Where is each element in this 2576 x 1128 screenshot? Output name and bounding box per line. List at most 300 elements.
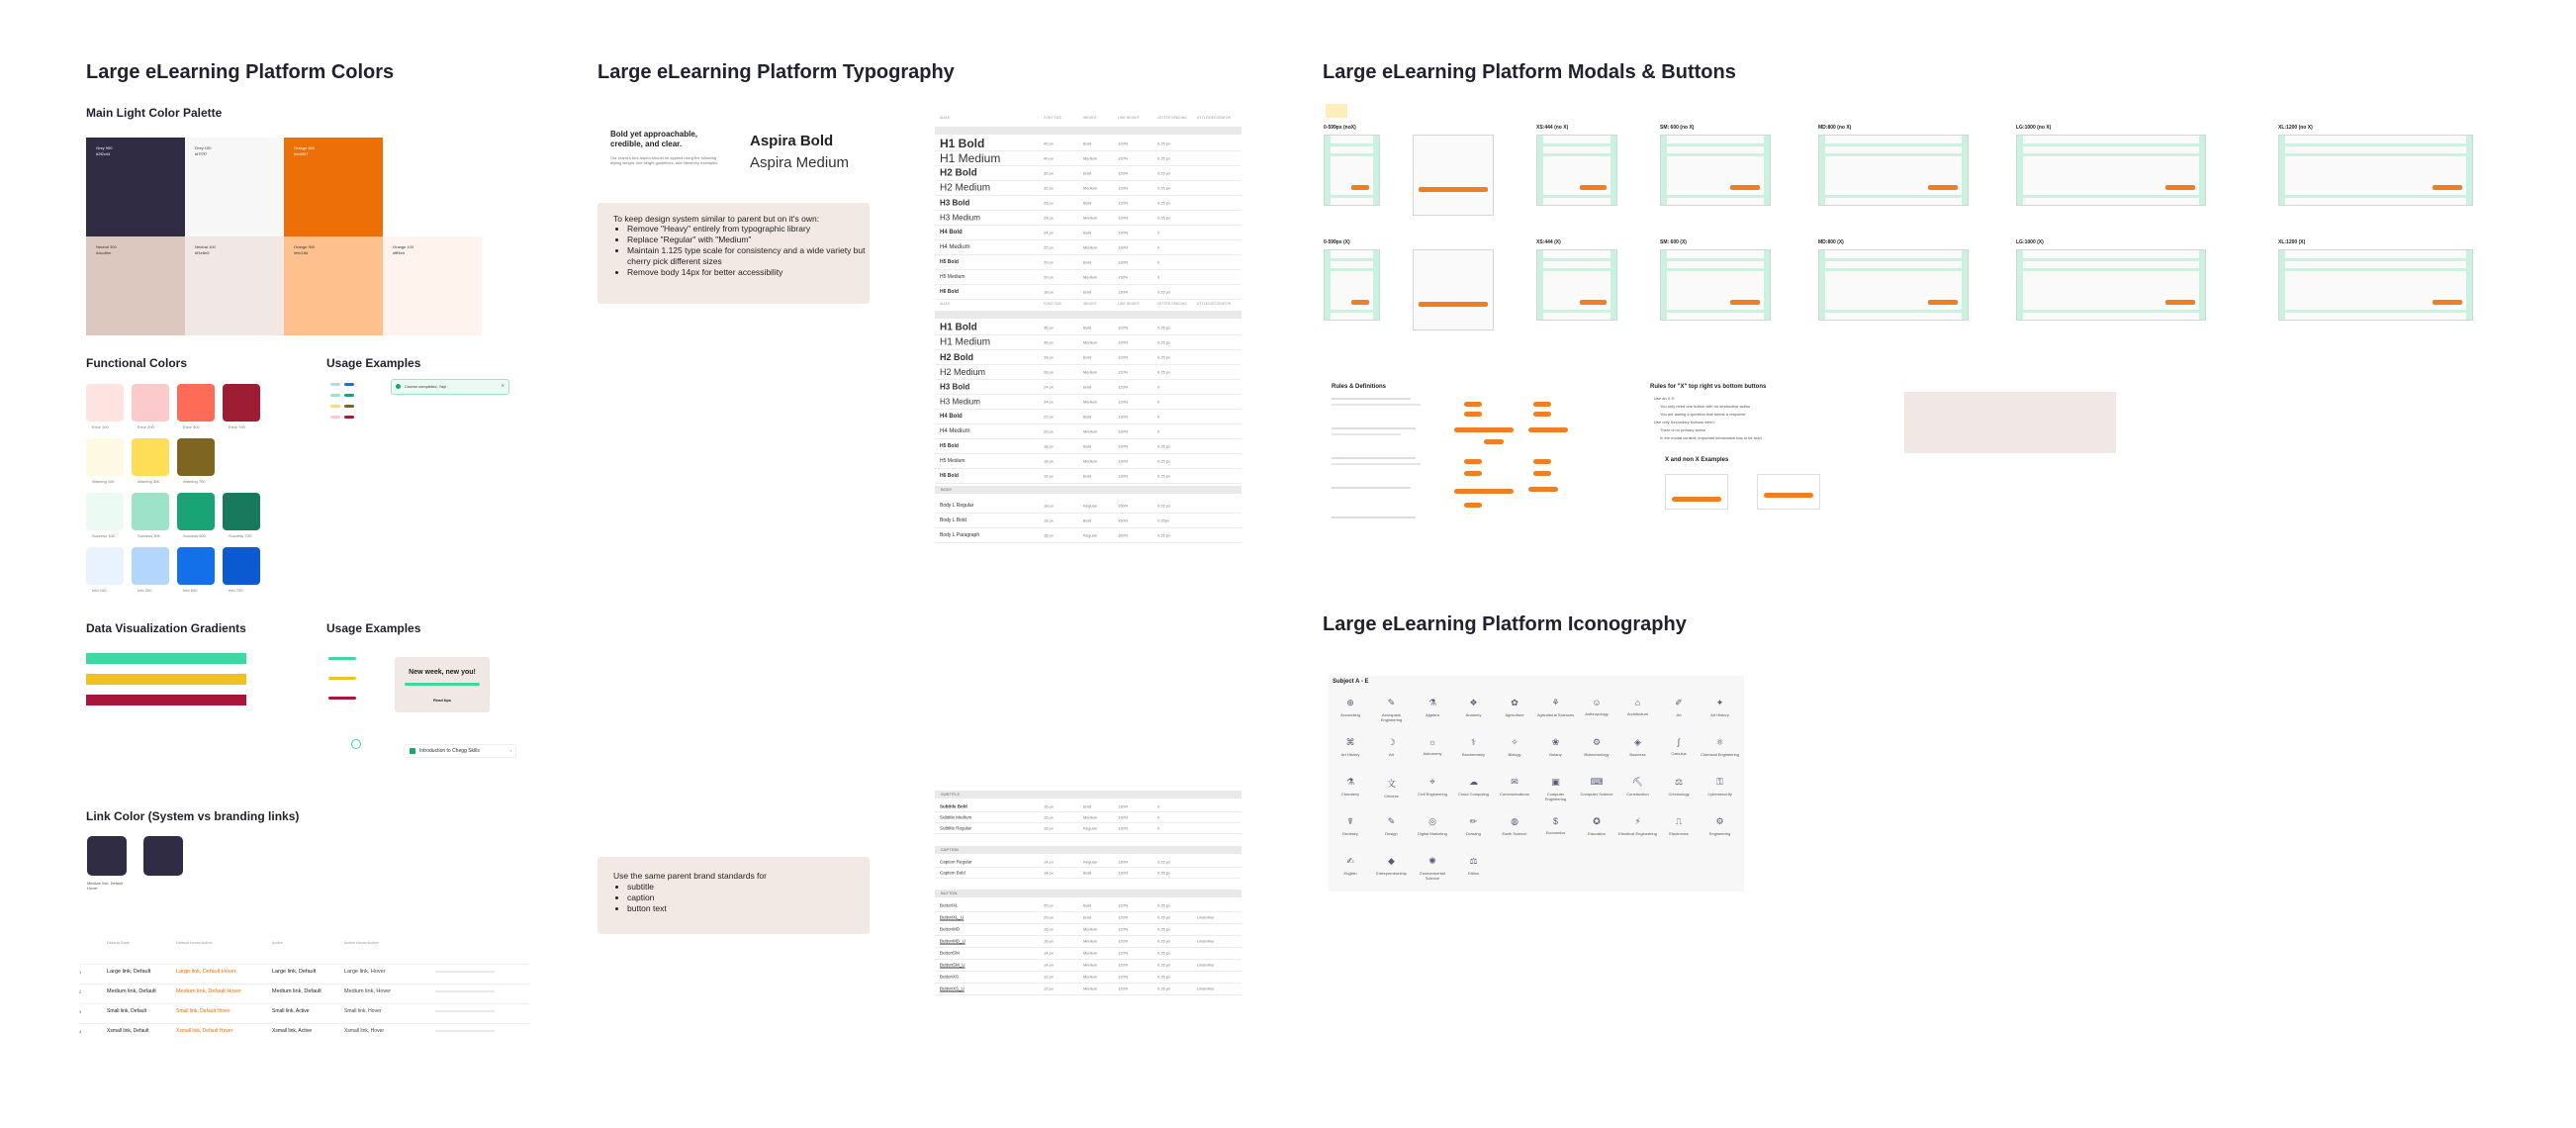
icon-label: Agricultural Sciences xyxy=(1536,712,1575,717)
body-section-label: BODY xyxy=(941,487,953,492)
icon-label: Cloud Computing xyxy=(1458,792,1489,797)
grid-col xyxy=(2466,250,2472,320)
icon-cell[interactable] xyxy=(1618,692,1658,727)
functional-swatch-label: Error 100 xyxy=(92,424,109,429)
type-cell: Bold xyxy=(1083,259,1092,264)
art-history-icon: ⌘ xyxy=(1345,737,1355,747)
type-cell: Medium xyxy=(1083,399,1098,404)
grid-col xyxy=(2279,250,2285,320)
icon-label: Biochemistry xyxy=(1462,752,1485,757)
icon-cell[interactable] xyxy=(1331,771,1370,806)
example-button[interactable] xyxy=(1464,503,1482,508)
type-cell: Regular xyxy=(1083,859,1098,864)
close-icon[interactable]: ✕ xyxy=(501,383,505,388)
icon-cell[interactable] xyxy=(1413,731,1452,767)
icon-cell[interactable] xyxy=(1331,731,1370,767)
grid-band xyxy=(1661,310,1770,313)
link-row-index: 1 xyxy=(79,970,82,975)
grid-band xyxy=(2017,258,2205,261)
chemical-engineering-icon: ⚛ xyxy=(1715,737,1724,747)
icon-cell[interactable] xyxy=(1372,692,1412,727)
type-cell: 18 px xyxy=(1044,503,1054,508)
type-cell: Medium xyxy=(1083,974,1098,980)
link-row-meta xyxy=(435,1030,495,1032)
type-cell: 36 px xyxy=(1044,339,1054,344)
note-item: • Maintain 1.125 type scale for consistency and a wide variety but cherry pick different sizes xyxy=(627,245,873,267)
type-alias: Body L Paragraph xyxy=(940,531,980,538)
grid-col xyxy=(2466,136,2472,205)
modal-primary-button[interactable] xyxy=(2433,185,2462,190)
type-cell: 24 px xyxy=(1044,384,1054,389)
icon-cell[interactable] xyxy=(1413,771,1452,806)
icon-cell[interactable] xyxy=(1495,731,1534,767)
type-cell: 0.25 px xyxy=(1157,458,1171,463)
modal-primary-button[interactable] xyxy=(1730,300,1760,305)
type-cell: Bold xyxy=(1083,902,1092,908)
type-alias: H3 Medium xyxy=(940,397,980,406)
example-button[interactable] xyxy=(1533,471,1551,476)
example-button[interactable] xyxy=(1528,487,1558,492)
type-cell: Medium xyxy=(1083,962,1098,968)
type-cell: 12 px xyxy=(1044,986,1054,991)
type-cell: 12 px xyxy=(1044,974,1054,980)
type-cell: Bold xyxy=(1083,141,1092,145)
grid-band xyxy=(1325,258,1379,261)
type-table-header: LINE HEIGHT xyxy=(1118,116,1140,120)
type-alias: H4 Medium xyxy=(940,427,970,434)
icon-cell[interactable] xyxy=(1495,692,1534,727)
icon-cell[interactable] xyxy=(1454,810,1494,846)
icon-cell[interactable] xyxy=(1413,692,1452,727)
icon-cell[interactable] xyxy=(1659,692,1699,727)
link-sample[interactable]: Medium link, Hover xyxy=(344,988,392,994)
type-cell: Medium xyxy=(1083,950,1098,956)
functional-swatch-label: Info 100 xyxy=(92,588,107,593)
type-alias: ButtonMD xyxy=(940,926,961,932)
modal-primary-button[interactable] xyxy=(1419,302,1488,307)
grid-band xyxy=(2279,195,2472,198)
type-table-header: LETTER SPACING xyxy=(1157,116,1187,120)
gradient-bar xyxy=(86,653,246,664)
palette-swatch-hex: #fff4ed xyxy=(393,250,406,255)
icon-label: Accounting xyxy=(1340,712,1360,717)
palette-swatch-hex: #2f2c44 xyxy=(96,151,111,156)
icon-cell[interactable] xyxy=(1536,692,1576,727)
link-sample[interactable]: Medium link, Default Hover xyxy=(176,988,242,994)
breakpoint-label: SM: 600 (X) xyxy=(1660,239,1687,245)
type-cell: 0.25 px xyxy=(1157,200,1171,205)
functional-swatch xyxy=(86,493,124,530)
icon-cell[interactable] xyxy=(1618,771,1658,806)
icon-cell[interactable] xyxy=(1577,810,1616,846)
grid-col xyxy=(1764,250,1770,320)
example-button[interactable] xyxy=(1464,471,1482,476)
type-row xyxy=(935,468,1242,484)
link-sample[interactable]: Large link, Default xyxy=(272,969,317,975)
type-cell: 0.25 px xyxy=(1157,339,1171,344)
type-cell: 32 px xyxy=(1044,185,1054,190)
breakpoint-label: XS:444 (X) xyxy=(1536,239,1561,245)
icon-cell[interactable] xyxy=(1454,771,1494,806)
type-cell: Medium xyxy=(1083,458,1098,463)
modal-row-X xyxy=(1324,239,2540,338)
palette-swatch-name: Orange 100 xyxy=(393,244,414,249)
icon-label: Criminology xyxy=(1668,792,1690,797)
functional-swatch-label: Error 400 xyxy=(183,424,200,429)
icon-cell[interactable] xyxy=(1701,771,1740,806)
type-cell: 120% xyxy=(1118,914,1129,920)
type-section-bar xyxy=(935,890,1242,897)
type-alias: H2 Medium xyxy=(940,182,991,193)
icon-cell[interactable] xyxy=(1659,771,1699,806)
icon-cell[interactable] xyxy=(1536,771,1576,806)
pill-success xyxy=(330,394,340,397)
art-history-icon: ✦ xyxy=(1715,698,1724,707)
type-table-header: STYLE/DECORATOR xyxy=(1197,116,1232,120)
type-row xyxy=(935,150,1242,166)
art-icon: ☽ xyxy=(1387,737,1396,747)
icon-label: Ethics xyxy=(1468,871,1479,876)
example-button[interactable] xyxy=(1533,412,1551,417)
modal-thumb xyxy=(1536,135,1617,206)
icon-label: Art xyxy=(1388,752,1395,757)
grid-col xyxy=(1819,136,1825,205)
type-cell: 20 px xyxy=(1044,274,1054,279)
type-cell: Bold xyxy=(1083,914,1092,920)
grid-band xyxy=(2279,153,2472,156)
grid-col xyxy=(1373,250,1379,320)
font-bold-sample: Aspira Bold xyxy=(750,133,834,149)
type-row xyxy=(935,349,1242,365)
type-alias: Caption Bold xyxy=(940,870,966,875)
icon-cell[interactable] xyxy=(1331,810,1370,846)
icon-cell[interactable] xyxy=(1413,810,1452,846)
rules-title: Rules & Definitions xyxy=(1332,384,1387,390)
icon-cell[interactable] xyxy=(1659,731,1699,767)
icon-cell[interactable] xyxy=(1577,731,1616,767)
icon-cell[interactable] xyxy=(1618,731,1658,767)
type-cell: 0.25 px xyxy=(1157,926,1171,932)
icon-cell[interactable] xyxy=(1331,850,1370,886)
pill-info xyxy=(330,383,340,386)
icon-cell[interactable] xyxy=(1372,731,1412,767)
link-sample[interactable]: Xsmall link, Default Hover xyxy=(176,1028,233,1034)
type-cell: Regular xyxy=(1083,532,1098,537)
icon-cell[interactable] xyxy=(1577,692,1616,727)
agricultural-sciences-icon: ⚘ xyxy=(1551,698,1560,707)
icon-label: Chemical Engineering xyxy=(1700,752,1740,757)
type-cell: 120% xyxy=(1118,185,1129,190)
link-sample[interactable]: Large link, Default xyxy=(107,969,151,975)
modal-primary-button[interactable] xyxy=(1351,300,1369,305)
example-button[interactable] xyxy=(1454,489,1514,494)
type-section-label: CAPTION xyxy=(941,847,959,852)
icon-cell[interactable] xyxy=(1372,850,1412,886)
modal-primary-button[interactable] xyxy=(2433,300,2462,305)
grid-col xyxy=(2199,250,2205,320)
biotechnology-icon: ⚙ xyxy=(1592,737,1602,747)
type-cell: 24 px xyxy=(1044,399,1054,404)
icon-cell[interactable] xyxy=(1454,850,1494,886)
icon-label: Botany xyxy=(1549,752,1562,757)
icon-label: Drawing xyxy=(1466,831,1481,836)
environmental-science-icon: ✺ xyxy=(1428,856,1436,866)
icon-subject-title: Subject A - E xyxy=(1333,679,1369,685)
palette-swatch xyxy=(284,236,383,335)
type-row xyxy=(935,225,1242,240)
example-button[interactable] xyxy=(1533,459,1551,464)
x-examples-title: X and non X Examples xyxy=(1665,457,1729,463)
course-chip-label: Introduction to Chegg Skills xyxy=(419,748,480,754)
type-cell: Bold xyxy=(1083,289,1092,294)
icon-cell[interactable] xyxy=(1536,810,1576,846)
link-sample[interactable]: Large link, Default Hover xyxy=(176,969,236,975)
rules-x-title: Rules for "X" top right vs bottom buttons xyxy=(1650,384,1767,390)
note-item: • Replace "Regular" with "Medium" xyxy=(627,235,873,245)
link-sample[interactable]: Small link, Hover xyxy=(344,1008,382,1014)
modal-primary-button[interactable] xyxy=(1730,185,1760,190)
example-button[interactable] xyxy=(1484,439,1504,444)
type-cell: 130% xyxy=(1118,814,1129,819)
type-cell: 120% xyxy=(1118,141,1129,145)
functional-swatch-label: Info 600 xyxy=(183,588,198,593)
modal-primary-button[interactable] xyxy=(1580,185,1607,190)
icon-cell[interactable] xyxy=(1618,810,1658,846)
type-section-bar xyxy=(935,486,1242,494)
check-icon xyxy=(396,384,401,389)
link-row-index: 4 xyxy=(79,1029,82,1034)
example-button[interactable] xyxy=(1464,459,1482,464)
type-section-label: BUTTON xyxy=(941,891,958,895)
type-deco: Underline xyxy=(1197,914,1215,920)
education-icon: ✪ xyxy=(1593,816,1601,826)
link-sample[interactable]: Medium link, Default xyxy=(107,988,156,994)
modal-primary-button[interactable] xyxy=(1580,300,1607,305)
type-row xyxy=(935,180,1242,196)
link-sample[interactable]: Large link, Hover xyxy=(344,969,386,975)
communications-icon: ✉ xyxy=(1511,777,1518,787)
computer-science-icon: ⌨ xyxy=(1590,777,1604,787)
modal-primary-button[interactable] xyxy=(1419,187,1488,192)
pill-warning-dark xyxy=(344,405,354,408)
type-row xyxy=(935,409,1242,424)
calculus-icon: ∫ xyxy=(1677,737,1681,747)
typography-note-2 xyxy=(598,857,870,934)
modal-primary-button[interactable] xyxy=(1928,300,1958,305)
grid-band xyxy=(1819,258,1968,261)
usage-examples-2-title: Usage Examples xyxy=(326,621,421,635)
type-section-bar xyxy=(935,127,1242,135)
icon-cell[interactable] xyxy=(1495,810,1534,846)
loading-ring-icon xyxy=(351,739,361,749)
type-cell: 14 px xyxy=(1044,950,1054,956)
type-cell: 0.25 px xyxy=(1157,902,1171,908)
type-cell: 0.25 px xyxy=(1157,443,1171,448)
type-cell: 0 xyxy=(1157,428,1160,433)
link-sample[interactable]: Small link, Default xyxy=(107,1008,147,1014)
modal-primary-button[interactable] xyxy=(1351,185,1369,190)
type-cell: 36 px xyxy=(1044,325,1054,329)
icon-cell[interactable] xyxy=(1331,692,1370,727)
grid-col xyxy=(1661,136,1667,205)
type-cell: 130% xyxy=(1118,414,1129,419)
icon-label: Electronics xyxy=(1669,831,1689,836)
icon-label: Education xyxy=(1588,831,1606,836)
type-alias: ButtonSM xyxy=(940,950,960,956)
icon-label: Art History xyxy=(1340,752,1360,757)
example-button[interactable] xyxy=(1464,412,1482,417)
type-cell: 130% xyxy=(1118,230,1129,235)
icon-cell[interactable] xyxy=(1659,810,1699,846)
type-cell: 0 xyxy=(1157,399,1160,404)
icon-label: Algebra xyxy=(1426,712,1439,717)
type-cell: Medium xyxy=(1083,986,1098,991)
type-cell: Medium xyxy=(1083,926,1098,932)
link-row-divider xyxy=(79,1023,529,1024)
breakpoint-label: 0-599px (X) xyxy=(1324,239,1350,245)
type-alias: Subtitle Regular xyxy=(940,825,972,830)
example-button[interactable] xyxy=(1454,427,1514,432)
icon-cell[interactable] xyxy=(1701,731,1740,767)
functional-swatch-label: Info 700 xyxy=(229,588,243,593)
grid-band xyxy=(1661,195,1770,198)
pill-success-dark xyxy=(344,394,354,397)
icon-label: Anthropology xyxy=(1585,711,1609,716)
type-cell: 14 px xyxy=(1044,962,1054,968)
bar-green xyxy=(328,657,356,660)
engineering-icon: ⚙ xyxy=(1715,816,1724,826)
course-chip[interactable] xyxy=(404,744,516,758)
type-row xyxy=(935,498,1242,514)
grid-col xyxy=(1819,250,1825,320)
dataviz-title: Data Visualization Gradients xyxy=(86,621,246,635)
type-cell: 40 px xyxy=(1044,141,1054,145)
type-cell: 130% xyxy=(1118,244,1129,249)
link-table-header: Active Hover/Active xyxy=(344,940,379,945)
icon-cell[interactable] xyxy=(1495,771,1534,806)
breakpoint-label: XL:1200 (no X) xyxy=(2278,125,2313,131)
icon-label: Construction xyxy=(1626,792,1649,797)
link-sample[interactable]: Small link, Default Hover xyxy=(176,1008,230,1014)
icon-cell[interactable] xyxy=(1454,692,1494,727)
modals-title: Large eLearning Platform Modals & Buttons xyxy=(1323,61,1736,83)
success-toast xyxy=(391,379,509,395)
icon-label: Architecture xyxy=(1626,711,1649,716)
type-cell: 22 px xyxy=(1044,414,1054,419)
grid-band xyxy=(1819,195,1968,198)
font-medium-sample: Aspira Medium xyxy=(750,154,850,171)
type-deco: Underline xyxy=(1197,986,1215,991)
icon-cell[interactable] xyxy=(1701,810,1740,846)
x-example-1-button[interactable] xyxy=(1672,497,1721,502)
week-card xyxy=(395,657,490,712)
english-icon: ✍ xyxy=(1346,856,1354,866)
modal-thumb-mobile xyxy=(1413,249,1494,330)
link-sample[interactable]: Small link, Active xyxy=(272,1008,310,1014)
accounting-icon: ⊕ xyxy=(1346,698,1354,707)
type-cell: Medium xyxy=(1083,244,1098,249)
grid-band xyxy=(2279,258,2472,261)
type-cell: 120% xyxy=(1118,938,1129,944)
type-alias: H5 Bold xyxy=(940,442,959,449)
week-card-title: New week, new you! xyxy=(409,669,476,676)
link-sample[interactable]: Medium link, Default xyxy=(272,988,322,994)
type-row xyxy=(935,379,1242,395)
type-cell: 130% xyxy=(1118,859,1129,864)
example-button[interactable] xyxy=(1528,427,1568,432)
grid-band xyxy=(1819,268,1968,271)
type-alias: H2 Bold xyxy=(940,351,974,362)
type-cell: 130% xyxy=(1118,443,1129,448)
pill-error-dark xyxy=(344,416,354,419)
type-row xyxy=(935,527,1242,543)
pill-warning xyxy=(330,405,340,408)
breakpoint-label: SM: 600 (no X) xyxy=(1660,125,1695,131)
type-cell: 0.25 px xyxy=(1157,289,1171,294)
grid-band xyxy=(2017,195,2205,198)
type-cell: Medium xyxy=(1083,215,1098,220)
usage-examples-title: Usage Examples xyxy=(326,356,421,370)
icon-label: Biotechnology xyxy=(1584,752,1610,757)
type-cell: Medium xyxy=(1083,185,1098,190)
icon-cell[interactable] xyxy=(1413,850,1452,886)
icon-cell[interactable] xyxy=(1577,771,1616,806)
icon-cell[interactable] xyxy=(1536,731,1576,767)
icon-cell[interactable] xyxy=(1701,692,1740,727)
palette-swatch-hex: #f1e8e5 xyxy=(195,250,210,255)
grid-band xyxy=(2017,143,2205,146)
link-sample[interactable]: Xsmall link, Default xyxy=(107,1028,149,1034)
type-cell: 0.25 px xyxy=(1157,532,1171,537)
example-button[interactable] xyxy=(1533,402,1551,407)
functional-swatch-label: Success 100 xyxy=(92,533,115,538)
icon-cell[interactable] xyxy=(1454,731,1494,767)
type-row xyxy=(935,239,1242,255)
type-section-label: SUBTITLE xyxy=(941,792,961,797)
icon-cell[interactable] xyxy=(1372,810,1412,846)
example-button[interactable] xyxy=(1464,402,1482,407)
grid-band xyxy=(1325,143,1379,146)
type-alias: H4 Bold xyxy=(940,229,963,235)
type-cell: 28 px xyxy=(1044,200,1054,205)
palette-swatch xyxy=(86,236,185,335)
icon-label: Chinese xyxy=(1384,794,1399,799)
link-sample[interactable]: Xsmall link, Hover xyxy=(344,1028,385,1034)
type-alias: H4 Bold xyxy=(940,413,963,420)
type-table-header: LINE HEIGHT xyxy=(1118,302,1140,306)
computer-engineering-icon: ▣ xyxy=(1551,777,1560,787)
type-alias: ButtonXL xyxy=(940,902,959,908)
icon-label: Communications xyxy=(1500,792,1529,797)
icon-label: Economics xyxy=(1545,830,1566,835)
rules-x-item: Use an X if: xyxy=(1654,396,1675,401)
modal-primary-button[interactable] xyxy=(2165,300,2195,305)
typography-note xyxy=(598,203,870,304)
type-alias: H3 Medium xyxy=(940,213,980,222)
week-card-cta[interactable]: Read tips xyxy=(432,698,451,703)
grid-col xyxy=(1962,250,1968,320)
modal-primary-button[interactable] xyxy=(1928,185,1958,190)
type-cell: 18 px xyxy=(1044,443,1054,448)
link-sample[interactable]: Xsmall link, Active xyxy=(272,1028,313,1034)
x-example-2-button[interactable] xyxy=(1764,493,1813,498)
icon-label: Entrepreneurship xyxy=(1376,871,1407,876)
modal-primary-button[interactable] xyxy=(2165,185,2195,190)
anatomy-icon: ❖ xyxy=(1469,698,1478,707)
grid-col xyxy=(2017,136,2023,205)
type-cell: Bold xyxy=(1083,325,1092,329)
icon-cell[interactable] xyxy=(1372,771,1412,806)
